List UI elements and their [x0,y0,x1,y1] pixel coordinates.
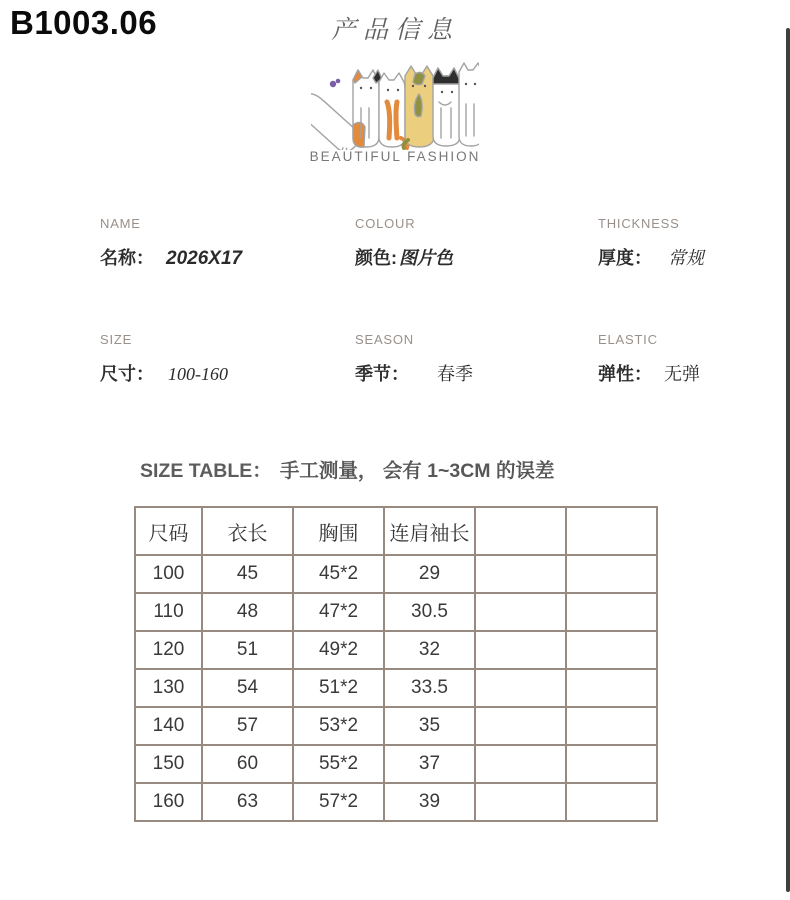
size-table-row [135,593,657,631]
size-table-row [135,745,657,783]
size-table-cell: 49*2 [293,631,384,669]
name-label-en: NAME [100,216,141,231]
size-table-cell: 55*2 [293,745,384,783]
size-table-row [135,707,657,745]
size-table-cell: 100 [135,555,202,593]
page-title: 产品信息 [330,15,460,44]
size-table-cell [475,783,566,821]
size-label-en: SIZE [100,332,133,347]
size-table-cell: 45*2 [293,555,384,593]
size-table-cell [475,555,566,593]
detail-elastic [598,332,790,386]
size-table-cell: 45 [202,555,293,593]
size-table-cell [475,593,566,631]
size-table-cell: 48 [202,593,293,631]
detail-thickness [598,216,790,270]
size-table-cell [566,783,657,821]
size-table-cell: 32 [384,631,475,669]
size-table-cell: 150 [135,745,202,783]
size-table-cell [475,669,566,707]
size-table-cell: 51 [202,631,293,669]
size-table-header-cell: 胸围 [293,507,384,555]
size-table-header-cell [566,507,657,555]
detail-season [355,332,585,386]
size-table-cell: 35 [384,707,475,745]
size-table-cell: 33.5 [384,669,475,707]
size-table-cell: 29 [384,555,475,593]
size-table-cell: 54 [202,669,293,707]
size-table-cell: 60 [202,745,293,783]
thickness-label-en: THICKNESS [598,216,680,231]
thickness-label-cn: 厚度： [598,248,652,268]
thickness-value: 常规 [668,248,704,268]
name-label-cn: 名称： [100,248,154,268]
size-table [134,506,658,822]
season-label-en: SEASON [355,332,414,347]
colour-label-en: COLOUR [355,216,416,231]
size-table-cell [566,631,657,669]
size-table-cell: 160 [135,783,202,821]
size-table-cell [566,707,657,745]
size-table-cell: 30.5 [384,593,475,631]
season-value: 春季 [437,364,473,384]
size-table-cell: 57 [202,707,293,745]
cats-illustration-image [311,50,479,150]
size-table-cell: 57*2 [293,783,384,821]
size-table-header-cell: 衣长 [202,507,293,555]
size-table-header-cell: 尺码 [135,507,202,555]
size-table-row [135,669,657,707]
size-table-cell [566,593,657,631]
size-table-cell: 63 [202,783,293,821]
size-table-cell: 120 [135,631,202,669]
size-table-cell: 53*2 [293,707,384,745]
detail-size [100,332,330,386]
size-table-cell [566,669,657,707]
size-table-cell: 110 [135,593,202,631]
size-table-cell [566,745,657,783]
size-table-cell: 51*2 [293,669,384,707]
colour-label-cn: 颜色: [355,248,397,268]
elastic-label-en: ELASTIC [598,332,658,347]
brand-caption: BEAUTIFUL FASHION [309,149,481,164]
season-label-cn: 季节： [355,364,409,384]
colour-value: 图片色 [399,248,453,268]
size-table-cell [475,631,566,669]
size-table-cell [475,745,566,783]
size-table-header-cell [475,507,566,555]
size-table-heading-label: SIZE TABLE： [140,460,272,482]
size-table-header-cell: 连肩袖长 [384,507,475,555]
size-table-row [135,783,657,821]
elastic-label-cn: 弹性： [598,364,652,384]
name-value: 2026X17 [166,248,243,269]
size-table-note: 手工测量， 会有 1~3CM 的误差 [279,460,555,482]
size-table-cell [566,555,657,593]
scrollbar[interactable] [786,28,790,892]
size-table-row [135,555,657,593]
detail-colour [355,216,585,270]
detail-name [100,216,330,270]
size-table-cell: 140 [135,707,202,745]
product-code: B1003.06 [10,4,158,41]
size-table-cell: 130 [135,669,202,707]
size-label-cn: 尺寸： [100,364,154,384]
size-table-cell: 37 [384,745,475,783]
size-table-heading [140,455,554,483]
size-table-row [135,631,657,669]
elastic-value: 无弹 [664,364,700,384]
size-value: 100-160 [168,364,228,384]
size-table-cell: 47*2 [293,593,384,631]
size-table-cell [475,707,566,745]
size-table-header-row [135,507,657,555]
size-table-cell: 39 [384,783,475,821]
